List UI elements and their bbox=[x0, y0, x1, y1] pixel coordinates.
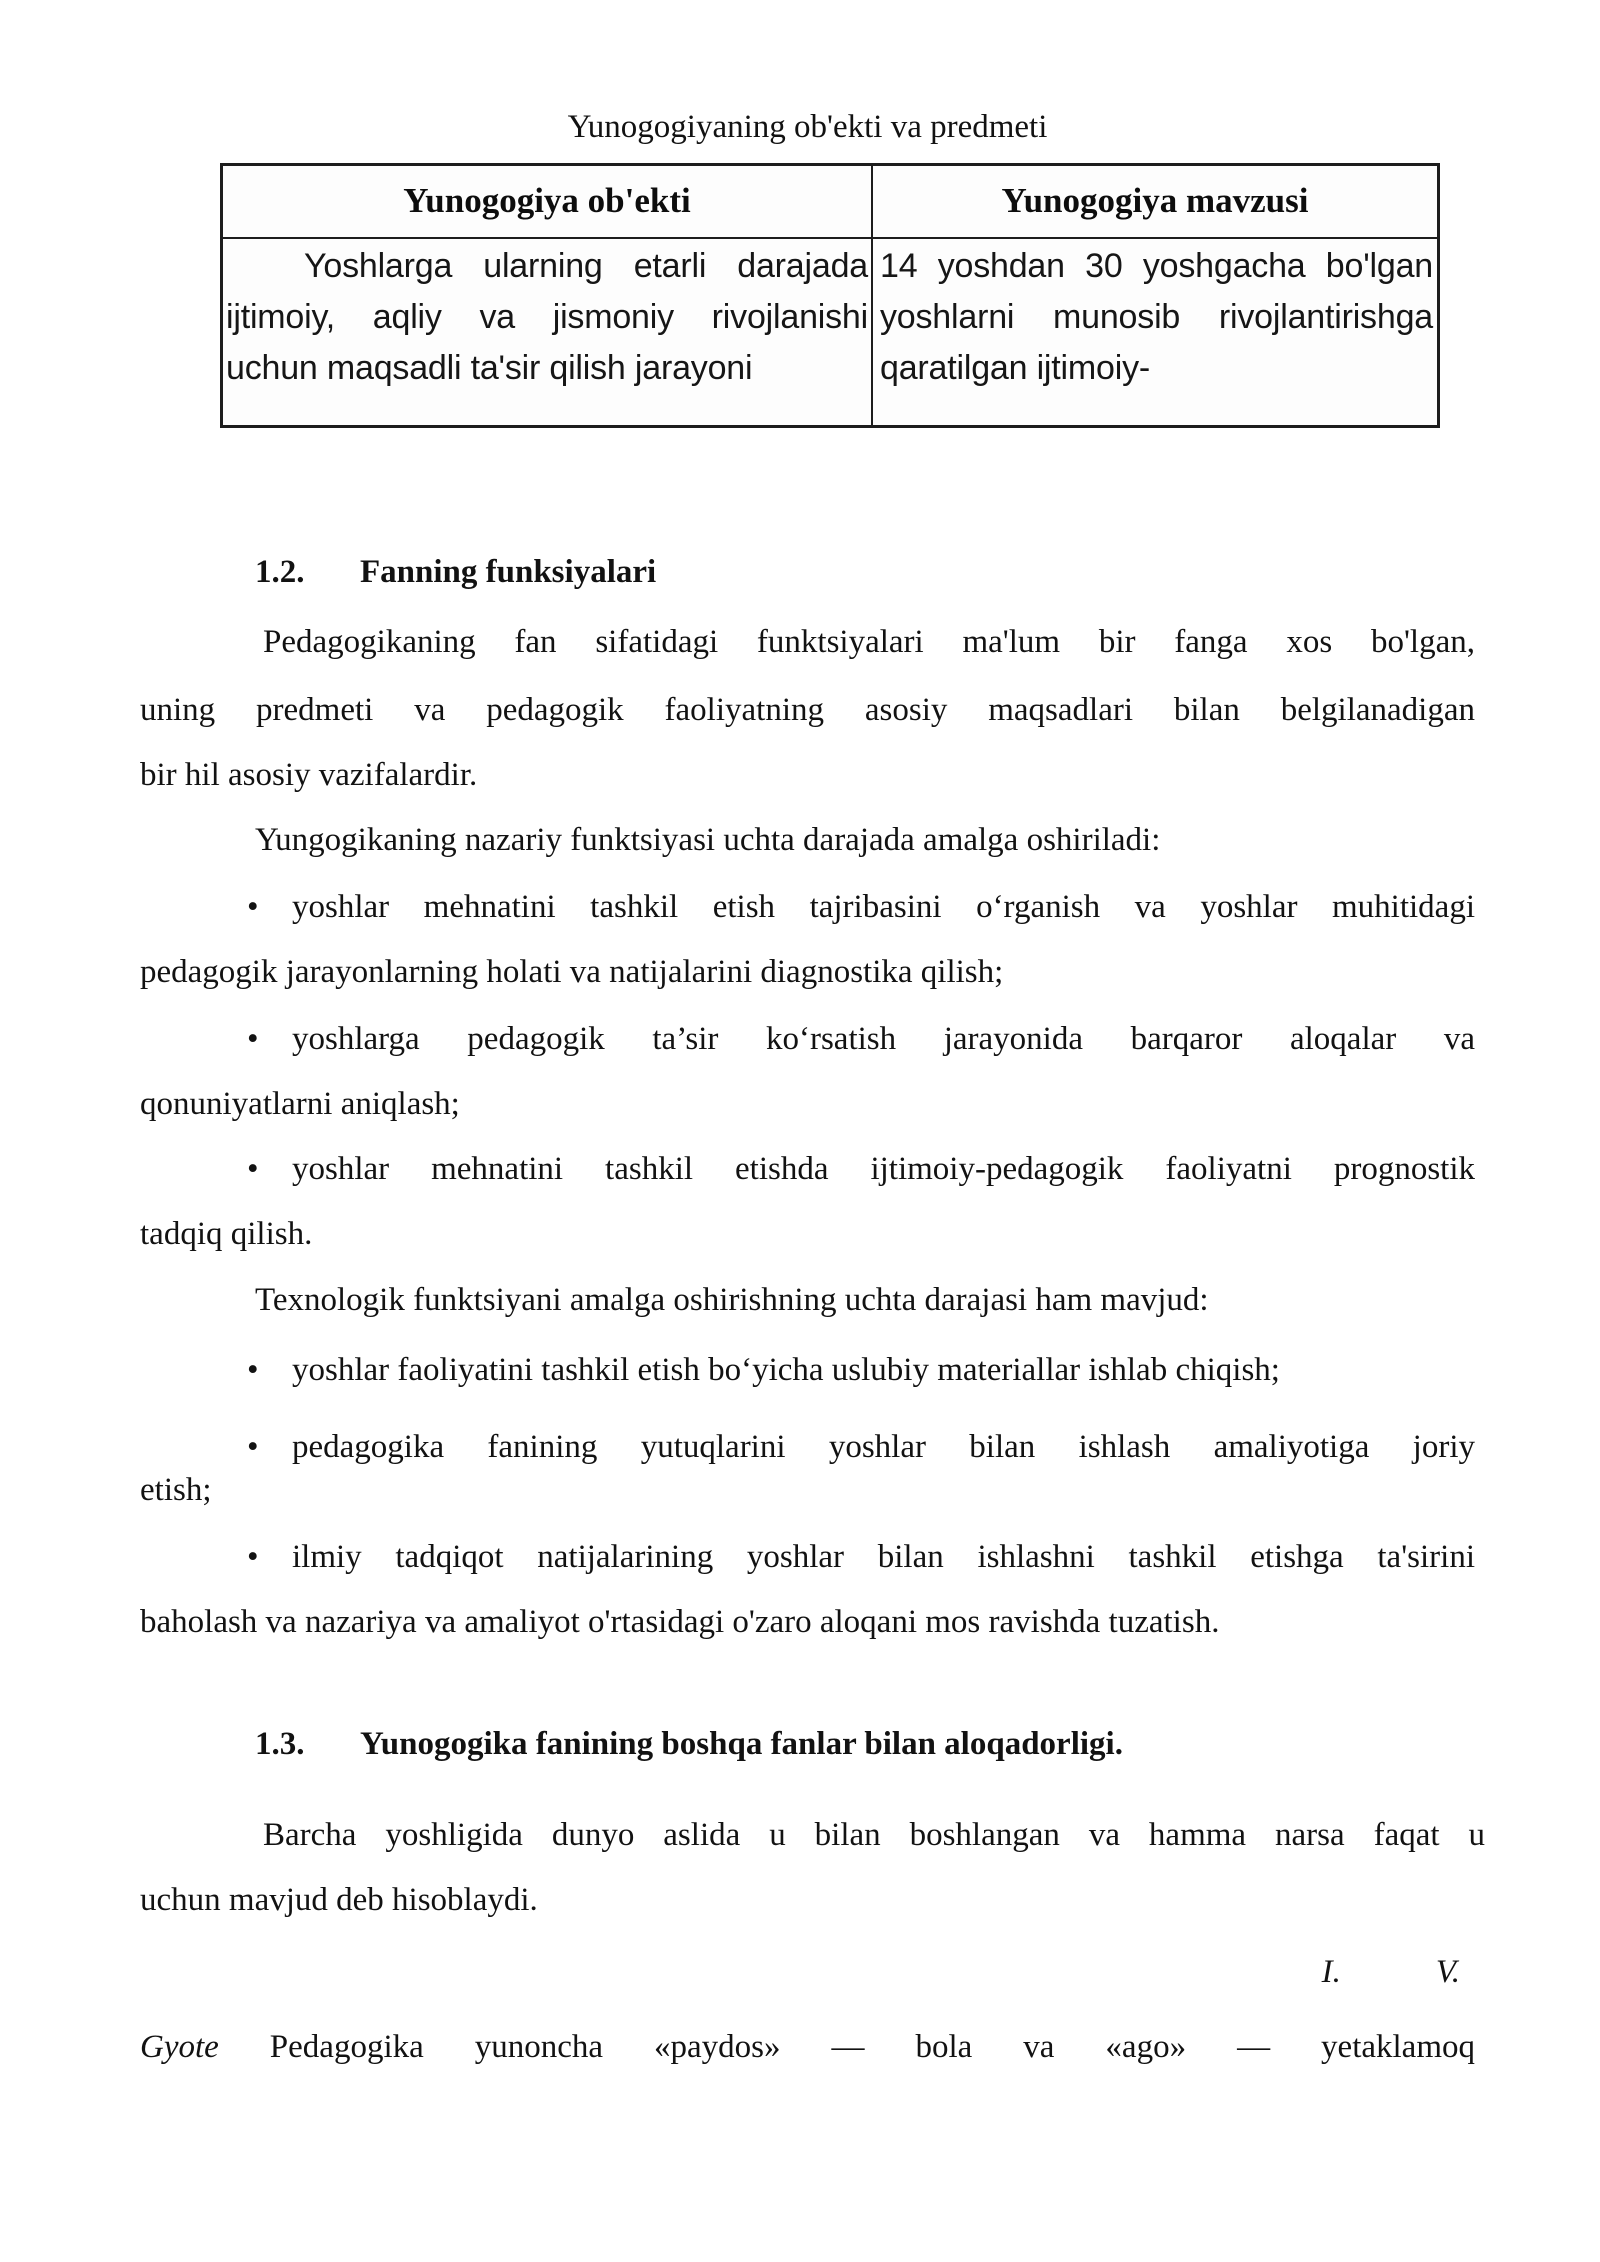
bullet-line: yoshlarga pedagogik ta’sir ko‘rsatish jarayonida barqaror aloqalar va bbox=[292, 1021, 1475, 1057]
bullet-marker: • bbox=[247, 1352, 259, 1388]
author-initial-left: I. bbox=[1321, 1954, 1341, 1990]
table-header-subject: Yunogogiya mavzusi bbox=[1001, 181, 1309, 220]
author-initial-right: V. bbox=[1435, 1954, 1460, 1990]
bullet-line: yoshlar mehnatini tashkil etish tajribasini o‘rganish va yoshlar muhitidagi bbox=[292, 889, 1475, 925]
section-1-2-heading bbox=[255, 540, 656, 605]
table-header-row bbox=[223, 166, 1437, 239]
paragraph-line: uning predmeti va pedagogik faoliyatning asosiy maqsadlari bilan belgilanadigan bbox=[140, 692, 1475, 728]
paragraph-line: uchun mavjud deb hisoblaydi. bbox=[140, 1882, 538, 1918]
quote-line bbox=[140, 2015, 1475, 2080]
bullet-line: yoshlar faoliyatini tashkil etish bo‘yicha uslubiy materiallar ishlab chiqish; bbox=[292, 1352, 1280, 1388]
table-cell-line: qaratilgan ijtimoiy- bbox=[880, 349, 1150, 387]
table-cell-line: Yoshlarga ularning etarli darajada bbox=[304, 247, 868, 285]
table-cell-subject bbox=[873, 239, 1437, 425]
paragraph-line: bir hil asosiy vazifalardir. bbox=[140, 757, 478, 793]
bullet-line: baholash va nazariya va amaliyot o'rtasidagi o'zaro aloqani mos ravishda tuzatish. bbox=[140, 1604, 1220, 1640]
paragraph-line: Yungogikaning nazariy funktsiyasi uchta darajada amalga oshiriladi: bbox=[255, 822, 1161, 858]
bullet-line: tadqiq qilish. bbox=[140, 1216, 313, 1252]
paragraph-line: Texnologik funktsiyani amalga oshirishning uchta darajasi ham mavjud: bbox=[255, 1282, 1209, 1318]
section-number: 1.3. bbox=[255, 1726, 305, 1762]
table-header-object: Yunogogiya ob'ekti bbox=[223, 166, 873, 237]
paragraph-line: Pedagogikaning fan sifatidagi funktsiyalari ma'lum bir fanga xos bo'lgan, bbox=[263, 624, 1475, 660]
table-cell-line: yoshlarni munosib rivojlantirishga bbox=[880, 298, 1433, 336]
section-title: Fanning funksiyalari bbox=[360, 554, 657, 590]
object-subject-table bbox=[220, 163, 1440, 428]
table-cell-line: ijtimoiy, aqliy va jismoniy rivojlanishi bbox=[226, 298, 868, 336]
paragraph-line: Barcha yoshligida dunyo aslida u bilan boshlangan va hamma narsa faqat u bbox=[263, 1817, 1485, 1853]
author-name: Gyote bbox=[140, 2029, 219, 2065]
table-cell-line: uchun maqsadli ta'sir qilish jarayoni bbox=[226, 349, 753, 387]
quote-text: Pedagogika yunoncha «paydos» — bola va «ago» — yetaklamoq bbox=[269, 2029, 1476, 2065]
section-number: 1.2. bbox=[255, 554, 305, 590]
bullet-marker: • bbox=[247, 1429, 259, 1465]
table-body-row bbox=[223, 239, 1437, 425]
author-initials bbox=[140, 1940, 1460, 2005]
bullet-marker: • bbox=[247, 1539, 259, 1575]
bullet-line: etish; bbox=[140, 1472, 212, 1508]
bullet-line: pedagogik jarayonlarning holati va natijalarini diagnostika qilish; bbox=[140, 954, 1004, 990]
bullet-marker: • bbox=[247, 1151, 259, 1187]
bullet-line: qonuniyatlarni aniqlash; bbox=[140, 1086, 460, 1122]
bullet-line: yoshlar mehnatini tashkil etishda ijtimoiy-pedagogik faoliyatni prognostik bbox=[292, 1151, 1475, 1187]
bullet-line: ilmiy tadqiqot natijalarining yoshlar bilan ishlashni tashkil etishga ta'sirini bbox=[292, 1539, 1475, 1575]
bullet-line: pedagogika fanining yutuqlarini yoshlar bilan ishlash amaliyotiga joriy bbox=[292, 1429, 1475, 1465]
bullet-marker: • bbox=[247, 889, 259, 925]
bullet-marker: • bbox=[247, 1021, 259, 1057]
table-cell-object bbox=[223, 239, 873, 425]
section-1-3-heading bbox=[255, 1712, 1123, 1777]
table-cell-line: 14 yoshdan 30 yoshgacha bo'lgan bbox=[880, 247, 1433, 285]
table-caption: Yunogogiyaning ob'ekti va predmeti bbox=[567, 109, 1048, 145]
section-title: Yunogogika fanining boshqa fanlar bilan aloqadorligi. bbox=[360, 1726, 1123, 1762]
